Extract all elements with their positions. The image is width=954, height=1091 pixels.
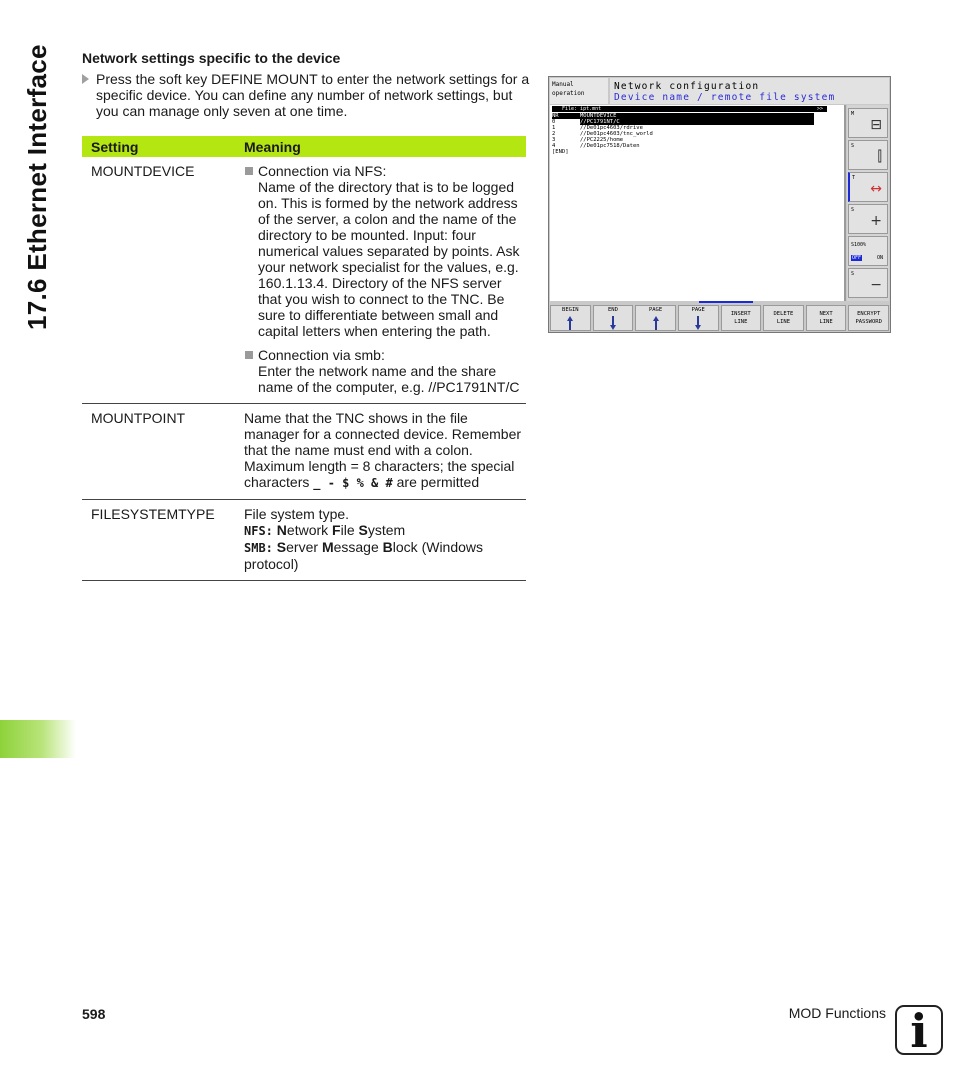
softkey-label: LINE <box>776 319 791 325</box>
table-row[interactable] <box>552 149 580 155</box>
table-row-mountdevice <box>82 157 526 404</box>
row-path: //De01pc4603/tnc_world <box>580 131 653 137</box>
setting-name: FILESYSTEMTYPE <box>91 506 215 522</box>
softkey-spindle-override[interactable] <box>848 236 888 266</box>
row-index: 2 <box>552 131 556 137</box>
softkey-label: S <box>851 143 855 149</box>
smb-text: Enter the network name and the share name of the computer, e.g. //PC1791NT/C <box>258 363 520 395</box>
header-meaning: Meaning <box>244 138 301 155</box>
mountpoint-text-before: Name that the TNC shows in the file manager for a connected device. Remember that the name must end with a colon. Maximum length = 8 characters; the special characters <box>244 410 522 490</box>
nfs-text: Name of the directory that is to be logged on. This is formed by the network address of the server, a colon and the name of the directory to be mounted. Input: four numerical values separated by points. Ask your network specialist for the values, e.g. 160.1.13.4. Directory of the NFS server that you wish to connect to the TNC. Be sure to differentiate between small and capital letters when entering the path. <box>258 179 520 339</box>
network-config-screenshot <box>548 76 891 333</box>
special-characters: _ - $ % & # <box>313 476 393 490</box>
smb-letter-s: S <box>276 539 287 555</box>
smb-bullet <box>244 347 526 395</box>
active-softkey-indicator <box>699 301 753 303</box>
softkey-s-plus[interactable] <box>848 204 888 234</box>
smb-word: lock (Windows protocol) <box>244 539 484 572</box>
filesystem-intro: File system type. <box>244 506 350 522</box>
setting-name: MOUNTPOINT <box>91 410 186 426</box>
nfs-definition <box>244 522 526 539</box>
section-heading: Network settings specific to the device <box>82 50 341 66</box>
arrow-up-icon <box>567 316 573 330</box>
row-path: MOUNTDEVICE <box>580 113 617 119</box>
tool-icon: ↔ <box>870 181 882 197</box>
side-softkeys <box>847 105 889 301</box>
table-row-filesystemtype <box>82 500 526 581</box>
smb-letter-b: B <box>382 539 393 555</box>
softkey-end[interactable] <box>593 305 634 331</box>
nfs-letter-s: S <box>358 522 368 538</box>
softkey-page-up[interactable] <box>635 305 676 331</box>
smb-word: erver <box>286 539 322 555</box>
mode-display <box>550 78 608 104</box>
row-path: //De01pc7518/Daten <box>580 143 640 149</box>
softkey-label: DELETE <box>773 311 794 317</box>
softkey-label: LINE <box>819 319 833 325</box>
smb-code: SMB: <box>244 541 273 555</box>
file-name: File: ipt.mnt <box>562 106 602 112</box>
softkey-s[interactable] <box>848 140 888 170</box>
off-label: OFF <box>852 255 862 261</box>
softkey-label: INSERT <box>730 311 751 317</box>
file-bar <box>552 106 827 112</box>
softkey-label: S <box>851 207 855 213</box>
softkey-label: LINE <box>734 319 748 325</box>
header-line1: Network configuration <box>614 81 760 92</box>
plus-icon: + <box>870 213 882 229</box>
softkey-label: S100% <box>851 242 867 248</box>
softkey-next-line[interactable] <box>806 305 847 331</box>
softkey-label: PAGE <box>648 307 663 313</box>
spindle-icon: ⫿ <box>877 149 882 165</box>
table-row-mountpoint <box>82 404 526 500</box>
softkey-bar <box>550 305 889 331</box>
intro-paragraph <box>82 71 532 119</box>
settings-table <box>82 136 526 581</box>
nfs-letter-f: F <box>332 522 341 538</box>
info-icon <box>895 1004 943 1058</box>
info-glyph: i <box>910 1004 928 1058</box>
square-bullet-icon <box>245 351 253 359</box>
softkey-label: S <box>851 271 855 277</box>
minus-icon: − <box>870 277 882 293</box>
row-path: //PC2225/home <box>580 137 624 143</box>
mode-line1: Manual <box>552 81 574 88</box>
row-index: [END] <box>552 149 569 155</box>
row-path: //De01pc4603/rdrive <box>580 125 643 131</box>
row-index: 0 <box>552 119 556 125</box>
softkey-t[interactable] <box>848 172 888 202</box>
file-bar-more: >> <box>816 106 823 112</box>
intro-text: Press the soft key DEFINE MOUNT to enter the network settings for a specific device. You can define any number of network settings, but you can manage only seven at one time. <box>96 71 530 119</box>
bullet-arrow-icon <box>82 74 89 84</box>
nfs-code: NFS: <box>244 524 273 538</box>
page-number: 598 <box>82 1006 106 1022</box>
setting-meaning <box>244 404 526 499</box>
row-index: NR <box>552 113 559 119</box>
square-bullet-icon <box>245 167 253 175</box>
row-index: 3 <box>552 137 556 143</box>
chapter-title: 17.6 Ethernet Interface <box>22 44 52 330</box>
softkey-insert-line[interactable] <box>721 305 762 331</box>
softkey-page-down[interactable] <box>678 305 719 331</box>
nfs-letter-n: N <box>276 522 287 538</box>
softkey-label: PASSWORD <box>855 319 882 325</box>
nfs-word: ystem <box>367 522 406 538</box>
nfs-title: Connection via NFS: <box>258 163 387 179</box>
softkey-m[interactable] <box>848 108 888 138</box>
arrow-down-icon <box>610 316 616 330</box>
softkey-encrypt-password[interactable] <box>848 305 889 331</box>
smb-word: essage <box>333 539 383 555</box>
smb-letter-m: M <box>321 539 334 555</box>
softkey-label: ENCRYPT <box>857 311 881 317</box>
smb-title: Connection via smb: <box>258 347 385 363</box>
footer-title: MOD Functions <box>788 1005 886 1021</box>
screen-header <box>610 78 889 104</box>
softkey-label: T <box>852 175 856 181</box>
chapter-tab <box>0 720 76 758</box>
smb-definition <box>244 539 526 572</box>
header-line2: Device name / remote file system <box>614 92 836 103</box>
machine-table-icon: ⊟ <box>870 117 882 133</box>
arrow-up-icon <box>653 316 659 330</box>
file-table-window <box>550 105 844 301</box>
softkey-label: M <box>851 111 855 117</box>
softkey-label: BEGIN <box>562 307 579 313</box>
scrollbar[interactable] <box>844 105 846 301</box>
header-setting: Setting <box>91 138 139 155</box>
table-header <box>82 136 526 157</box>
softkey-label: NEXT <box>819 311 833 317</box>
mode-line2: operation <box>552 90 585 97</box>
setting-meaning <box>244 157 526 403</box>
softkey-begin[interactable] <box>550 305 591 331</box>
softkey-delete-line[interactable] <box>763 305 804 331</box>
setting-name: MOUNTDEVICE <box>91 163 195 179</box>
nfs-word: etwork <box>286 522 333 538</box>
row-index: 4 <box>552 143 556 149</box>
row-index: 1 <box>552 125 556 131</box>
nfs-bullet <box>244 163 526 339</box>
on-label: ON <box>877 255 884 261</box>
mountpoint-text-after: are permitted <box>392 474 480 490</box>
row-path: //PC1791NT/C <box>580 119 814 125</box>
arrow-down-icon <box>695 316 701 330</box>
softkey-label: PAGE <box>691 307 705 313</box>
nfs-word: ile <box>340 522 359 538</box>
setting-meaning <box>244 500 526 580</box>
softkey-label: END <box>607 307 618 313</box>
softkey-s-minus[interactable] <box>848 268 888 298</box>
